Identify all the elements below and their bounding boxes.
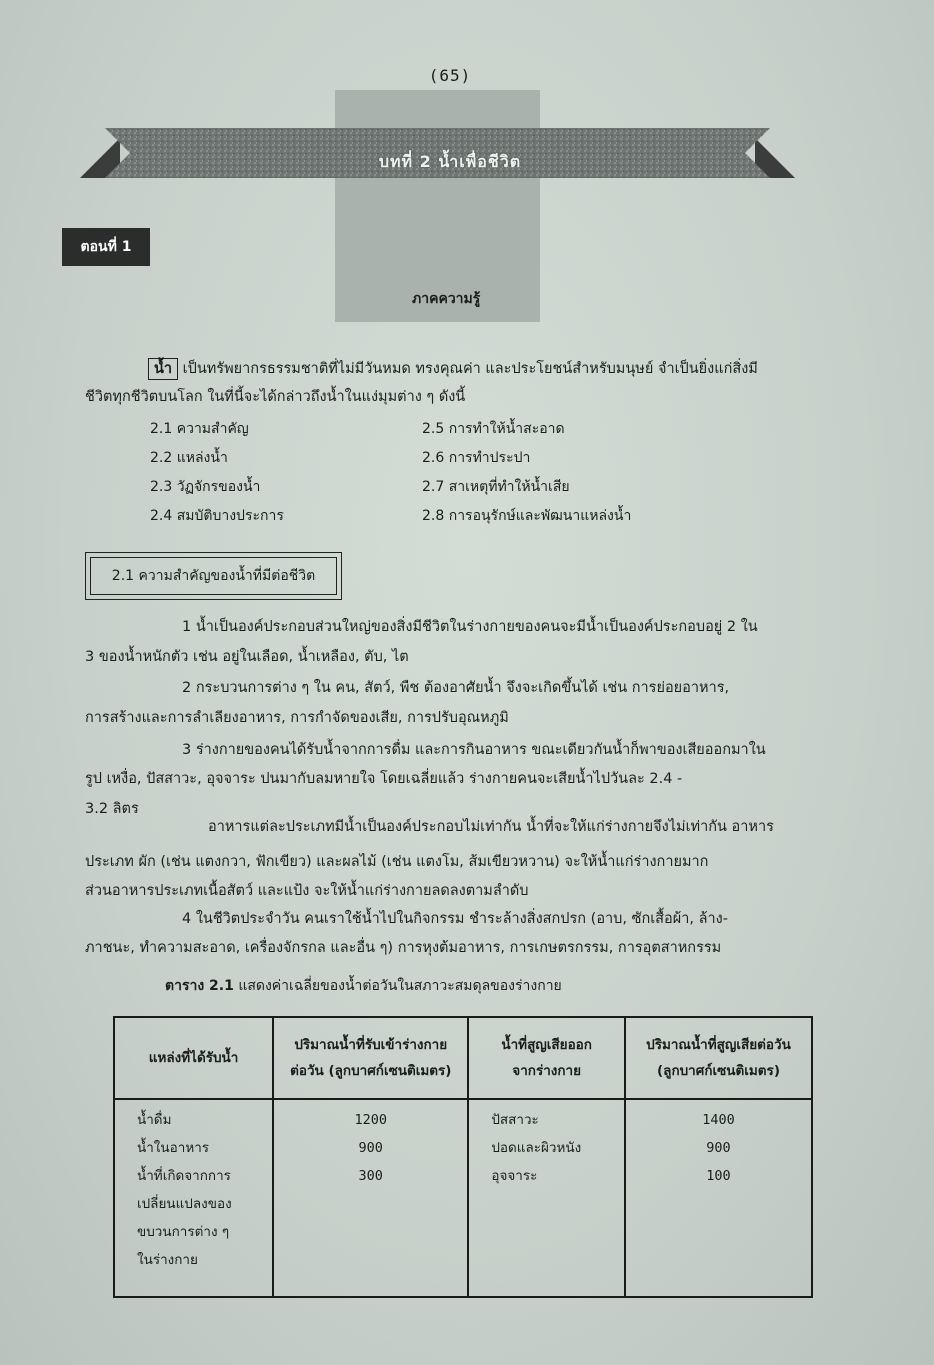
toc-item: 2.7 สาเหตุที่ทำให้น้ำเสีย bbox=[422, 479, 570, 495]
body-line: การสร้างและการลำเลียงอาหาร, การกำจัดของเสีย, การปรับอุณหภูมิ bbox=[85, 710, 509, 726]
body-line: 2 กระบวนการต่าง ๆ ใน คน, สัตว์, พืช ต้องอาศัยน้ำ จึงจะเกิดขึ้นได้ เช่น การย่อยอาหาร, bbox=[182, 680, 730, 696]
section-heading-inner-border bbox=[90, 557, 337, 595]
toc-item: 2.5 การทำให้น้ำสะอาด bbox=[422, 421, 565, 437]
body-line: 3.2 ลิตร bbox=[85, 801, 139, 817]
body-line: อาหารแต่ละประเภทมีน้ำเป็นองค์ประกอบไม่เท่ากัน น้ำที่จะให้แก่ร่างกายจึงไม่เท่ากัน อาหาร bbox=[208, 819, 774, 835]
intro-line-1 bbox=[148, 355, 758, 384]
header-loss-amount: ปริมาณน้ำที่สูญเสียต่อวัน (ลูกบาศก์เซนติเมตร) bbox=[625, 1017, 812, 1099]
toc-item: 2.6 การทำประปา bbox=[422, 450, 531, 466]
body-line: ส่วนอาหารประเภทเนื้อสัตว์ และแป้ง จะให้น้ำแก่ร่างกายลดลงตามลำดับ bbox=[85, 883, 529, 899]
chapter-title: บทที่ 2 น้ำเพื่อชีวิต bbox=[378, 152, 522, 171]
body-line: 1 น้ำเป็นองค์ประกอบส่วนใหญ่ของสิ่งมีชีวิตในร่างกายของคนจะมีน้ำเป็นองค์ประกอบอยู่ 2 ใน bbox=[182, 619, 758, 635]
body-line: ประเภท ผัก (เช่น แตงกวา, ฟักเขียว) และผลไม้ (เช่น แตงโม, ส้มเขียวหวาน) จะให้น้ำแก่ร่างกายมาก bbox=[85, 854, 709, 870]
toc-item: 2.4 สมบัติบางประการ bbox=[150, 508, 284, 524]
body-line: ภาชนะ, ทำความสะอาด, เครื่องจักรกล และอื่น ๆ) การหุงต้มอาหาร, การเกษตรกรรม, การอุตสาหกรรม bbox=[85, 940, 722, 956]
toc-item: 2.2 แหล่งน้ำ bbox=[150, 450, 228, 466]
intake-cell: 1200 900 300 bbox=[273, 1099, 468, 1297]
section-tag: ตอนที่ 1 bbox=[62, 228, 150, 266]
water-balance-table bbox=[113, 1016, 813, 1298]
keyword-box: น้ำ bbox=[148, 358, 178, 380]
toc-item: 2.8 การอนุรักษ์และพัฒนาแหล่งน้ำ bbox=[422, 508, 632, 524]
header-intake: ปริมาณน้ำที่รับเข้าร่างกาย ต่อวัน (ลูกบาศก์เซนติเมตร) bbox=[273, 1017, 468, 1099]
page-number: (65) bbox=[428, 66, 472, 85]
losses-cell: ปัสสาวะ ปอดและผิวหนัง อุจจาระ bbox=[468, 1099, 625, 1297]
body-line: 3 ของน้ำหนักตัว เช่น อยู่ในเลือด, น้ำเหลือง, ตับ, ไต bbox=[85, 649, 409, 665]
table-header-row bbox=[114, 1017, 812, 1099]
table-caption-label: ตาราง 2.1 bbox=[165, 978, 234, 994]
body-line: 4 ในชีวิตประจำวัน คนเราใช้น้ำไปในกิจกรรม ชำระล้างสิ่งสกปรก (อาบ, ซักเสื้อผ้า, ล้าง- bbox=[182, 911, 728, 927]
sources-cell: น้ำดื่ม น้ำในอาหาร น้ำที่เกิดจากการ เปลี่ยนแปลงของ ขบวนการต่าง ๆ ในร่างกาย bbox=[114, 1099, 273, 1297]
body-line: 3 ร่างกายของคนได้รับน้ำจากการดื่ม และการกินอาหาร ขณะเดียวกันน้ำก็พาของเสียออกมาใน bbox=[182, 742, 766, 758]
header-source: แหล่งที่ได้รับน้ำ bbox=[114, 1017, 273, 1099]
section-heading-box bbox=[85, 552, 342, 600]
table-caption-text: แสดงค่าเฉลี่ยของน้ำต่อวันในสภาวะสมดุลของร่างกาย bbox=[238, 978, 562, 994]
toc-item: 2.1 ความสำคัญ bbox=[150, 421, 249, 437]
toc-item: 2.3 วัฏจักรของน้ำ bbox=[150, 479, 261, 495]
table-row bbox=[114, 1099, 812, 1297]
header-loss-route: น้ำที่สูญเสียออก จากร่างกาย bbox=[468, 1017, 625, 1099]
body-line: รูป เหงื่อ, ปัสสาวะ, อุจจาระ ปนมากับลมหายใจ โดยเฉลี่ยแล้ว ร่างกายคนจะเสียน้ำไปวันละ 2.4 - bbox=[85, 771, 683, 787]
loss-amounts-cell: 1400 900 100 bbox=[625, 1099, 812, 1297]
table-caption bbox=[165, 975, 562, 997]
intro-line-1-text: เป็นทรัพยากรธรรมชาติที่ไม่มีวันหมด ทรงคุณค่า และประโยชน์สำหรับมนุษย์ จำเป็นยิ่งแก่สิ่งมี bbox=[182, 361, 758, 377]
section-heading: 2.1 ความสำคัญของน้ำที่มีต่อชีวิต bbox=[111, 568, 316, 584]
subheading: ภาคความรู้ bbox=[412, 291, 481, 307]
intro-line-2: ชีวิตทุกชีวิตบนโลก ในที่นี้จะได้กล่าวถึงน้ำในแง่มุมต่าง ๆ ดังนี้ bbox=[85, 389, 466, 405]
